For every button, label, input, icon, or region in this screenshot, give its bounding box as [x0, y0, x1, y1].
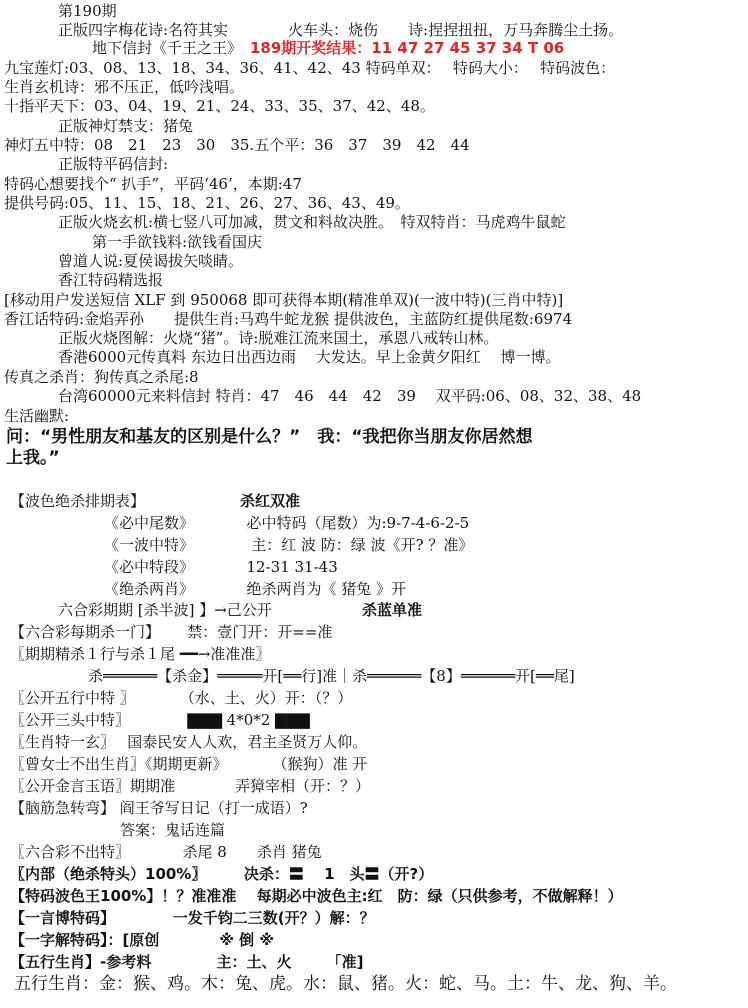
- text-line: 生肖玄机诗：邪不压正，低吟浅唱。: [4, 78, 245, 96]
- text-line: 【一字解特码】：[原创 ※ 倒 ※: [10, 931, 274, 949]
- text-line: [移动用户发送短信 XLF 到 950068 即可获得本期(精准单双)(一波中特)(三肖中特)]: [4, 291, 564, 309]
- text-line: 〖曾女士不出生肖〗《期期更新》 （猴狗）准 开: [10, 755, 368, 773]
- text-line: 特码心想要找个“ 扒手”，平码‘46’，本期:47: [4, 175, 302, 193]
- text-line: 〖内部（绝杀特头）100%〗 决杀：〓 1 头〓（开?）: [10, 865, 434, 883]
- joke-question: 问：“男性朋友和基友的区别是什么？” 我：“我把你当朋友你居然想: [6, 427, 533, 447]
- text-line: 《必中特段》 12-31 31-43: [104, 558, 338, 576]
- draw-result-banner: 189期开奖结果：11 47 27 45 37 34 T 06: [250, 39, 565, 57]
- text-line: 台湾60000元来料信封 特肖：47 46 44 42 39 双平码:06、08、32、38、48: [58, 387, 642, 405]
- text-line: 〖六合彩不出特〗 杀尾 8 杀肖 猪兔: [10, 843, 322, 861]
- text-line: 正版特平码信封:: [58, 155, 169, 173]
- text-line: 《绝杀两肖》 绝杀两肖为《 猪兔 》开: [104, 580, 407, 598]
- text-line: 正版四字梅花诗:名符其实 火车头：烧伤 诗:捏捏扭扭，万马奔腾尘土扬。: [58, 21, 624, 39]
- text-line: 杀蓝单准: [362, 601, 423, 619]
- text-line: 〖生肖特一玄〗 国泰民安人人欢，君主圣贤万人仰。: [10, 733, 368, 751]
- text-line: 杀红双准: [240, 492, 301, 510]
- text-line: 正版神灯禁支：猪兔: [58, 117, 194, 135]
- text-line: 香江特码精选报: [58, 271, 164, 289]
- text-line: 〖公开金言玉语〗期期准 弄獐宰相（开：？）: [10, 777, 371, 795]
- text-line: 第190期: [58, 2, 117, 20]
- text-line: 十指平天下：03、04、19、21、24、33、35、37、42、48。: [4, 97, 435, 115]
- text-line: 【六合彩每期杀一门】 禁：壹门开：开==准: [10, 623, 333, 641]
- text-line: 香港6000元传真料 东边日出西边雨 大发达。早上金黄夕阳红 博一博。: [58, 348, 561, 366]
- text-line: 地下信封《千王之王》: [92, 39, 243, 57]
- text-line: 生活幽默:: [4, 407, 70, 425]
- text-line: 第一手欲钱料:欲钱看国庆: [92, 233, 263, 251]
- text-line: 〖公开五行中特 〗 （水、土、火）开：（？）: [10, 689, 353, 707]
- text-line: 九宝莲灯:03、08、13、18、34、36、41、42、43 特码单双： 特码大小： 特码波色：: [4, 59, 616, 77]
- text-line: 杀══════【杀金】═════开[══行]准｜杀══════【8】══════开[══尾]: [88, 667, 575, 685]
- text-line: 神灯五中特：08 21 23 30 35.五个平：36 37 39 42 44: [4, 136, 470, 154]
- text-line: 〖期期精杀１行与杀１尾 ━━→准准准〗: [10, 645, 271, 663]
- text-line: 【一言博特码】 一发千钧二三数(开？）解：？: [10, 909, 375, 927]
- text-line: 正版火烧图解：火烧“猪”。诗:脱难江流来国土，承恩八戒转山林。: [58, 329, 499, 347]
- joke-answer: 上我。”: [6, 448, 60, 468]
- text-line: 答案：鬼话连篇: [120, 821, 226, 839]
- text-line: 【波色绝杀排期表】: [10, 492, 146, 510]
- text-line: 正版火烧玄机:横七竖八可加减，贯文和料故决胜。 特双特肖：马虎鸡牛鼠蛇: [58, 213, 566, 231]
- text-line: 传真之杀肖：狗传真之杀尾:8: [4, 368, 199, 386]
- text-line: 【五行生肖】-参考料 主：土、火 「准]: [10, 953, 364, 971]
- text-line: 〖公开三头中特〗 ▇▇▇ 4*0*2 ▇▇▇: [10, 711, 310, 729]
- text-line: 【脑筋急转弯】 阎王爷写日记（打一成语）?: [10, 799, 308, 817]
- text-line: 【特码波色王100%】！？准准准 每期必中波色主:红 防：绿（只供参考，不做解释！）: [10, 887, 623, 905]
- text-line: 六合彩期期 [杀半波] 】→己公开: [58, 601, 272, 619]
- text-line: 香江话特码:金焰弄孙 提供生肖:马鸡牛蛇龙猴 提供波色，主蓝防红提供尾数:6974: [4, 310, 573, 328]
- text-line: 提供号码:05、11、15、18、21、26、27、36、43、49。: [4, 194, 410, 212]
- text-line: 曾道人说:夏侯谒拔矢啖睛。: [58, 252, 244, 270]
- text-line: 《一波中特》 主：红 波 防：绿 波《开? ？准》: [104, 536, 474, 554]
- text-line: 五行生肖：金：猴、鸡。木：兔、虎。水：鼠、猪。火：蛇、马。土：牛、龙、狗、羊。: [14, 974, 677, 994]
- text-line: 《必中尾数》 必中特码（尾数）为:9-7-4-6-2-5: [104, 514, 470, 532]
